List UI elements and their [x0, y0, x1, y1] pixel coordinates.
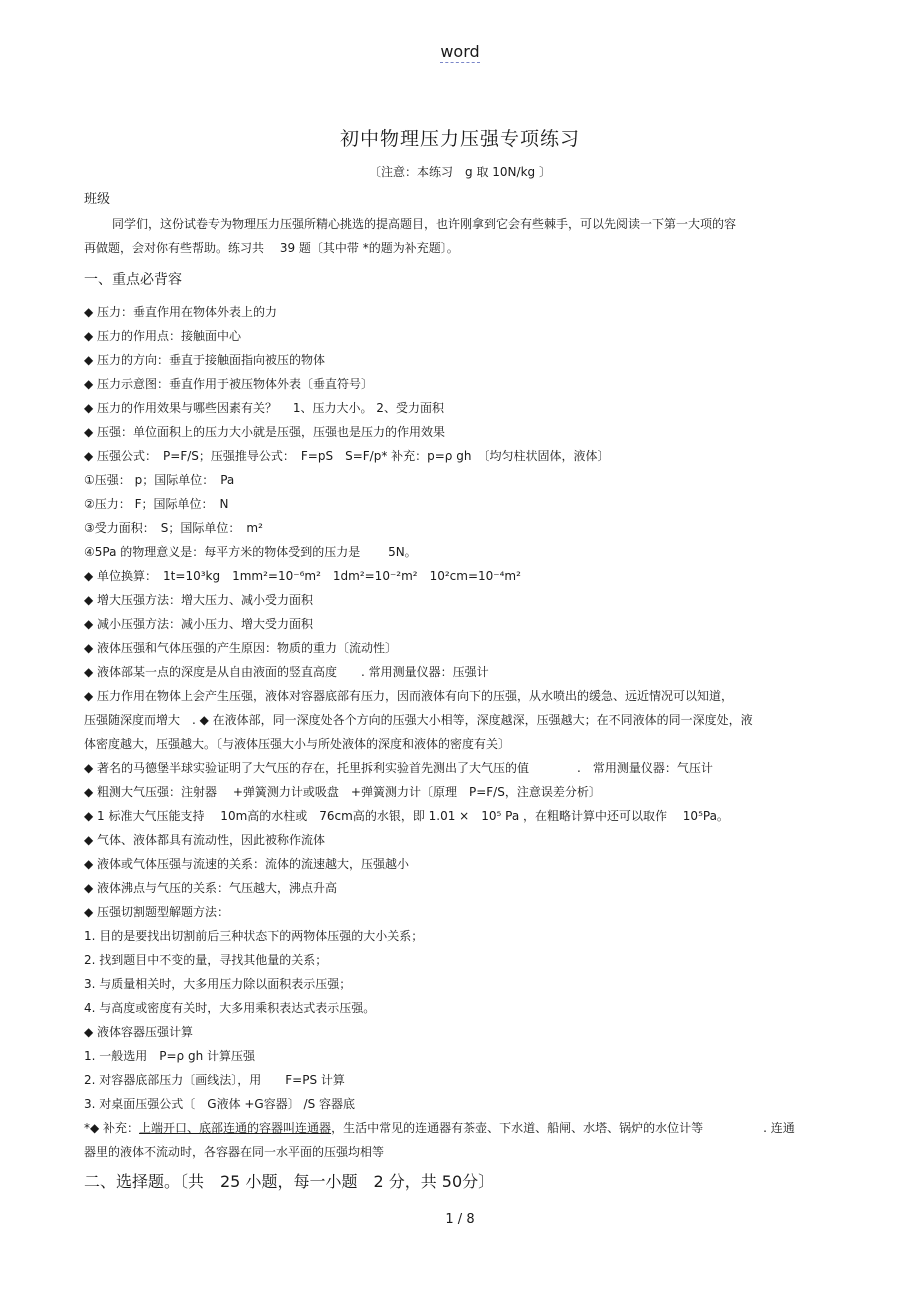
key-point-line: ◆ 液体沸点与气压的关系：气压越大，沸点升高: [84, 881, 338, 895]
intro-line-2: 再做题，会对你有些帮助。练习共 39 题〔其中带 *的题为补充题〕。: [84, 241, 459, 255]
key-point-line: 2. 对容器底部压力〔画线法〕，用 F=PS 计算: [84, 1073, 345, 1087]
key-point-line: ◆ 减小压强方法：减小压力、增大受力面积: [84, 617, 314, 631]
supplement-line-2: 器里的液体不流动时，各容器在同一水平面的压强均相等: [84, 1145, 385, 1159]
document-body: [84, 186, 844, 1196]
key-point-line: ◆ 压力示意图：垂直作用于被压物体外表〔垂直符号〕: [84, 377, 374, 391]
key-point-line: ◆ 压强：单位面积上的压力大小就是压强，压强也是压力的作用效果: [84, 425, 446, 439]
key-point-line: 3. 与质量相关时，大多用压力除以面积表示压强；: [84, 977, 352, 991]
key-point-line: ◆ 压强切割题型解题方法：: [84, 905, 230, 919]
supplement-rest: ，生活中常见的连通器有茶壶、下水道、船闸、水塔、锅炉的水位计等 . 连通: [331, 1121, 795, 1135]
page-header: [0, 42, 920, 61]
key-point-line: 2. 找到题目中不变的量，寻找其他量的关系；: [84, 953, 328, 967]
key-point-line: ◆ 液体容器压强计算: [84, 1025, 194, 1039]
key-point-line: ◆ 气体、液体都具有流动性，因此被称作流体: [84, 833, 326, 847]
key-point-line: ◆ 液体压强和气体压强的产生原因：物质的重力〔流动性〕: [84, 641, 398, 655]
section-2-heading: 二、选择题。〔共 25 小题，每一小题 2 分，共 50分〕: [84, 1172, 495, 1191]
key-point-line: 体密度越大，压强越大。〔与液体压强大小与所处液体的深度和液体的密度有关〕: [84, 737, 511, 751]
key-point-line: ①压强： p；国际单位： Pa: [84, 473, 235, 487]
key-point-line: 1. 一般选用 P=ρ gh 计算压强: [84, 1049, 256, 1063]
key-point-line: ◆ 压力的方向：垂直于接触面指向被压的物体: [84, 353, 326, 367]
supplement-line-1: [84, 1116, 844, 1140]
key-point-line: ◆ 压强公式： P=F/S；压强推导公式： F=pS S=F/p* 补充：p=ρ gh 〔均匀柱状固体，液体〕: [84, 449, 610, 463]
key-point-line: ◆ 增大压强方法：增大压力、减小受力面积: [84, 593, 314, 607]
section-1-heading: 一、重点必背容: [84, 272, 182, 288]
key-point-line: ③受力面积： S；国际单位： m²: [84, 521, 263, 535]
key-point-line: ◆ 1 标准大气压能支持 10m高的水柱或 76cm高的水银，即 1.01 × 10⁵ Pa ，在粗略计算中还可以取作 10⁵Pa。: [84, 809, 729, 823]
key-point-line: ◆ 压力的作用点：接触面中心: [84, 329, 242, 343]
document-note: 〔注意：本练习 g 取 10N/kg 〕: [369, 165, 551, 179]
key-point-line: ②压力： F；国际单位： N: [84, 497, 229, 511]
key-point-line: ④5Pa 的物理意义是：每平方米的物体受到的压力是 5N。: [84, 545, 417, 559]
document-title: 初中物理压力压强专项练习: [339, 128, 580, 150]
key-point-line: ◆ 压力的作用效果与哪些因素有关？ 1、压力大小。 2、受力面积: [84, 401, 444, 415]
key-points-list: [84, 300, 844, 1116]
key-point-line: ◆ 压力：垂直作用在物体外表上的力: [84, 305, 278, 319]
key-point-line: ◆ 液体或气体压强与流速的关系：流体的流速越大，压强越小: [84, 857, 410, 871]
key-point-line: 1. 目的是要找出切割前后三种状态下的两物体压强的大小关系；: [84, 929, 424, 943]
key-point-line: 4. 与高度或密度有关时，大多用乘积表达式表示压强。: [84, 1001, 376, 1015]
key-point-line: ◆ 单位换算： 1t=10³kg 1mm²=10⁻⁶m² 1dm²=10⁻²m² 10²cm=10⁻⁴m²: [84, 569, 521, 583]
supplement-underlined: 上端开口、底部连通的容器叫连通器: [139, 1121, 332, 1135]
key-point-line: ◆ 粗测大气压强：注射器 +弹簧测力计或吸盘 +弹簧测力计〔原理 P=F/S，注意误差分析〕: [84, 785, 601, 799]
intro-line-1: 同学们，这份试卷专为物理压力压强所精心挑选的提高题目，也许刚拿到它会有些棘手，可以先阅读一下第一大项的容: [112, 217, 737, 231]
class-label: 班级: [84, 192, 111, 207]
key-point-line: 压强随深度而增大 . ◆ 在液体部，同一深度处各个方向的压强大小相等，深度越深，压强越大；在不同液体的同一深度处，液: [84, 713, 753, 727]
key-point-line: 3. 对桌面压强公式〔 G液体 +G容器〕 /S 容器底: [84, 1097, 356, 1111]
key-point-line: ◆ 压力作用在物体上会产生压强，液体对容器底部有压力，因而液体有向下的压强，从水喷出的缓急、远近情况可以知道，: [84, 689, 734, 703]
key-point-line: ◆ 液体部某一点的深度是从自由液面的竖直高度 . 常用测量仪器：压强计: [84, 665, 489, 679]
supplement-prefix: *◆ 补充：: [84, 1121, 140, 1135]
header-word-link[interactable]: word: [440, 42, 480, 61]
key-point-line: ◆ 著名的马德堡半球实验证明了大气压的存在，托里拆利实验首先测出了大气压的值 . 常用测量仪器：气压计: [84, 761, 713, 775]
page-number: 1 / 8: [445, 1212, 475, 1227]
